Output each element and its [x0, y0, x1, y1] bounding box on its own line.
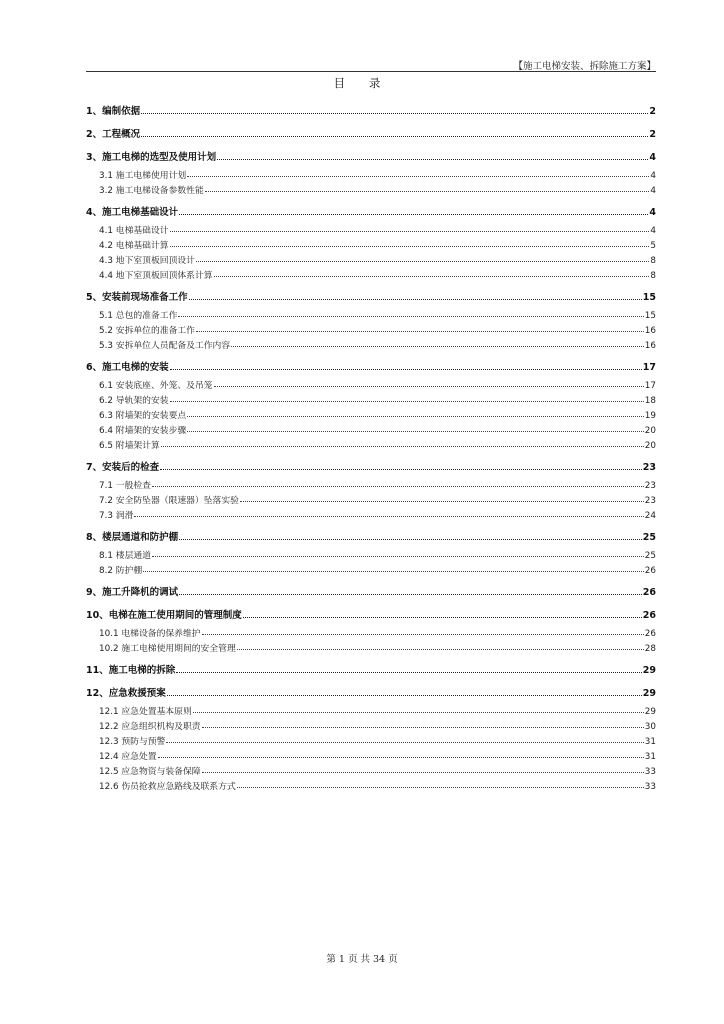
toc-subsection-entry[interactable]	[86, 494, 656, 509]
dot-leader	[160, 468, 642, 470]
toc-section	[86, 661, 656, 680]
toc-entry-label: 7.2 安全防坠器（限速器）坠落实验	[99, 496, 239, 506]
dot-leader	[217, 158, 648, 160]
toc-entry-label: 5、安装前现场准备工作	[86, 292, 188, 303]
toc-entry-page: 20	[644, 441, 656, 451]
toc-chapter-entry[interactable]	[86, 458, 656, 477]
toc-subsection-entry[interactable]	[86, 239, 656, 254]
toc-subsection-entry[interactable]	[86, 642, 656, 657]
dot-leader	[143, 570, 644, 572]
toc-entry-label: 3.2 施工电梯设备参数性能	[99, 186, 204, 196]
toc-entry-label: 4、施工电梯基础设计	[86, 207, 179, 218]
toc-subsection-entry[interactable]	[86, 780, 656, 795]
dot-leader	[141, 135, 648, 137]
toc-section	[86, 684, 656, 795]
toc-entry-label: 12、应急救援预案	[86, 688, 166, 699]
toc-entry-page: 17	[644, 381, 656, 391]
toc-entry-page: 33	[644, 767, 656, 777]
toc-entry-label: 6、施工电梯的安装	[86, 362, 169, 373]
toc-entry-page: 17	[642, 362, 656, 373]
dot-leader	[179, 213, 648, 215]
toc-entry-label: 10.1 电梯设备的保养维护	[99, 629, 201, 639]
toc-chapter-entry[interactable]	[86, 684, 656, 703]
toc-subentries	[86, 479, 656, 524]
dot-leader	[152, 555, 644, 557]
toc-entry-label: 4.4 地下室顶板回顶体系计算	[99, 271, 213, 281]
dot-leader	[187, 430, 644, 432]
toc-subentries	[86, 627, 656, 657]
toc-subsection-entry[interactable]	[86, 549, 656, 564]
dot-leader	[179, 538, 642, 540]
toc-chapter-entry[interactable]	[86, 358, 656, 377]
toc-entry-label: 5.1 总包的准备工作	[99, 311, 178, 321]
toc-section	[86, 203, 656, 284]
toc-chapter-entry[interactable]	[86, 203, 656, 222]
dot-leader	[134, 515, 643, 517]
toc-subentries	[86, 309, 656, 354]
toc-entry-label: 12.2 应急组织机构及职责	[99, 722, 201, 732]
toc-entry-label: 12.5 应急物资与装备保障	[99, 767, 201, 777]
running-header: 【施工电梯安装、拆除施工方案】	[513, 61, 656, 72]
toc-subsection-entry[interactable]	[86, 224, 656, 239]
dot-leader	[170, 400, 644, 402]
dot-leader	[240, 500, 644, 502]
toc-subentries	[86, 224, 656, 284]
toc-entry-label: 1、编制依据	[86, 106, 141, 117]
toc-entry-label: 12.4 应急处置	[99, 752, 157, 762]
toc-entry-label: 6.4 附墙架的安装步骤	[99, 426, 187, 436]
toc-entry-page: 29	[644, 707, 656, 717]
header-rule	[86, 71, 656, 72]
toc-entry-page: 15	[642, 292, 656, 303]
dot-leader	[141, 112, 648, 114]
toc-entry-label: 12.6 伤员抢救应急路线及联系方式	[99, 782, 236, 792]
toc-entry-page: 25	[642, 532, 656, 543]
dot-leader	[158, 756, 644, 758]
toc-subsection-entry[interactable]	[86, 479, 656, 494]
dot-leader	[214, 385, 644, 387]
toc-subsection-entry[interactable]	[86, 509, 656, 524]
dot-leader	[205, 190, 650, 192]
toc-entry-label: 9、施工升降机的调试	[86, 587, 179, 598]
toc-entry-label: 5.2 安拆单位的准备工作	[99, 326, 195, 336]
toc-section	[86, 583, 656, 602]
toc-entry-page: 30	[644, 722, 656, 732]
toc-entry-label: 11、施工电梯的拆除	[86, 665, 176, 676]
toc-subentries	[86, 169, 656, 199]
toc-entry-page: 26	[642, 587, 656, 598]
toc-subentries	[86, 549, 656, 579]
toc-entry-page: 4	[650, 171, 656, 181]
dot-leader	[176, 671, 642, 673]
toc-section	[86, 102, 656, 121]
toc-subsection-entry[interactable]	[86, 424, 656, 439]
toc-subentries	[86, 379, 656, 454]
toc-chapter-entry[interactable]	[86, 102, 656, 121]
toc-subsection-entry[interactable]	[86, 254, 656, 269]
page-footer: 第 1 页 共 34 页	[326, 954, 398, 965]
toc-section	[86, 288, 656, 354]
toc-subsection-entry[interactable]	[86, 339, 656, 354]
toc-chapter-entry[interactable]	[86, 288, 656, 307]
toc-section	[86, 528, 656, 579]
toc-subsection-entry[interactable]	[86, 705, 656, 720]
toc-entry-label: 10、电梯在施工使用期间的管理制度	[86, 610, 242, 621]
dot-leader	[170, 230, 650, 232]
toc-entry-page: 25	[644, 551, 656, 561]
toc-chapter-entry[interactable]	[86, 606, 656, 625]
toc-entry-label: 3.1 施工电梯使用计划	[99, 171, 187, 181]
toc-entry-page: 2	[649, 106, 656, 117]
toc-entry-label: 7.3 润滑	[99, 511, 134, 521]
toc-subsection-entry[interactable]	[86, 564, 656, 579]
dot-leader	[214, 275, 650, 277]
dot-leader	[202, 771, 644, 773]
dot-leader	[237, 786, 644, 788]
toc-subsection-entry[interactable]	[86, 394, 656, 409]
dot-leader	[170, 245, 650, 247]
dot-leader	[189, 298, 642, 300]
toc-chapter-entry[interactable]	[86, 148, 656, 167]
dot-leader	[152, 485, 644, 487]
toc-entry-page: 26	[644, 566, 656, 576]
toc-entry-label: 4.3 地下室顶板回顶设计	[99, 256, 195, 266]
toc-chapter-entry[interactable]	[86, 125, 656, 144]
toc-entry-page: 4	[649, 152, 656, 163]
dot-leader	[237, 648, 644, 650]
toc-subsection-entry[interactable]	[86, 765, 656, 780]
toc-entry-label: 5.3 安拆单位人员配备及工作内容	[99, 341, 231, 351]
toc-entry-label: 7、安装后的检查	[86, 462, 160, 473]
toc-section	[86, 606, 656, 657]
toc-subsection-entry[interactable]	[86, 379, 656, 394]
toc-entry-page: 2	[649, 129, 656, 140]
toc-entry-page: 23	[642, 462, 656, 473]
toc-entry-label: 10.2 施工电梯使用期间的安全管理	[99, 644, 236, 654]
toc-entry-page: 5	[650, 241, 656, 251]
toc-section	[86, 358, 656, 454]
toc-entry-label: 8.1 楼层通道	[99, 551, 151, 561]
toc-entry-label: 6.2 导轨架的安装	[99, 396, 169, 406]
toc-entry-page: 20	[644, 426, 656, 436]
toc-subsection-entry[interactable]	[86, 169, 656, 184]
toc-entry-page: 19	[644, 411, 656, 421]
toc-entry-page: 4	[649, 207, 656, 218]
dot-leader	[196, 330, 644, 332]
dot-leader	[243, 616, 642, 618]
toc-entry-page: 16	[644, 341, 656, 351]
toc-entry-page: 31	[644, 737, 656, 747]
toc-entry-label: 8、楼层通道和防护棚	[86, 532, 179, 543]
toc-section	[86, 148, 656, 199]
toc-entry-page: 29	[642, 665, 656, 676]
toc-entry-page: 29	[642, 688, 656, 699]
toc-entry-page: 26	[644, 629, 656, 639]
toc-section	[86, 458, 656, 524]
dot-leader	[187, 175, 649, 177]
toc-title: 目 录	[333, 76, 391, 90]
toc-entry-page: 15	[644, 311, 656, 321]
toc-entry-page: 26	[642, 610, 656, 621]
toc-entry-page: 31	[644, 752, 656, 762]
toc-entry-page: 23	[644, 481, 656, 491]
toc-entry-page: 4	[650, 226, 656, 236]
toc-entry-label: 3、施工电梯的选型及使用计划	[86, 152, 217, 163]
toc-entry-page: 8	[650, 256, 656, 266]
dot-leader	[187, 415, 644, 417]
toc-entry-label: 8.2 防护棚	[99, 566, 143, 576]
dot-leader	[178, 315, 643, 317]
table-of-contents	[86, 102, 656, 799]
dot-leader	[166, 741, 643, 743]
toc-entry-page: 24	[644, 511, 656, 521]
toc-entry-page: 8	[650, 271, 656, 281]
toc-chapter-entry[interactable]	[86, 528, 656, 547]
dot-leader	[161, 445, 644, 447]
dot-leader	[196, 260, 649, 262]
dot-leader	[231, 345, 644, 347]
dot-leader	[167, 694, 642, 696]
toc-subsection-entry[interactable]	[86, 409, 656, 424]
toc-entry-label: 12.3 预防与预警	[99, 737, 166, 747]
toc-subsection-entry[interactable]	[86, 750, 656, 765]
toc-section	[86, 125, 656, 144]
toc-subsection-entry[interactable]	[86, 627, 656, 642]
dot-leader	[179, 593, 642, 595]
toc-entry-label: 4.1 电梯基础设计	[99, 226, 169, 236]
toc-subsection-entry[interactable]	[86, 309, 656, 324]
toc-entry-label: 12.1 应急处置基本原则	[99, 707, 192, 717]
toc-chapter-entry[interactable]	[86, 661, 656, 680]
toc-subsection-entry[interactable]	[86, 735, 656, 750]
toc-subsection-entry[interactable]	[86, 269, 656, 284]
toc-subsection-entry[interactable]	[86, 720, 656, 735]
toc-subentries	[86, 705, 656, 795]
toc-entry-page: 4	[650, 186, 656, 196]
toc-subsection-entry[interactable]	[86, 439, 656, 454]
dot-leader	[202, 726, 644, 728]
toc-entry-label: 7.1 一般检查	[99, 481, 151, 491]
toc-entry-page: 28	[644, 644, 656, 654]
toc-subsection-entry[interactable]	[86, 324, 656, 339]
toc-entry-page: 18	[644, 396, 656, 406]
toc-entry-page: 16	[644, 326, 656, 336]
toc-entry-label: 6.3 附墙架的安装要点	[99, 411, 187, 421]
toc-entry-page: 23	[644, 496, 656, 506]
dot-leader	[170, 368, 642, 370]
toc-entry-label: 2、工程概况	[86, 129, 141, 140]
toc-entry-label: 4.2 电梯基础计算	[99, 241, 169, 251]
toc-entry-label: 6.5 附墙架计算	[99, 441, 160, 451]
toc-subsection-entry[interactable]	[86, 184, 656, 199]
dot-leader	[202, 633, 644, 635]
dot-leader	[193, 711, 644, 713]
toc-chapter-entry[interactable]	[86, 583, 656, 602]
toc-entry-label: 6.1 安装底座、外笼、及吊笼	[99, 381, 213, 391]
toc-entry-page: 33	[644, 782, 656, 792]
